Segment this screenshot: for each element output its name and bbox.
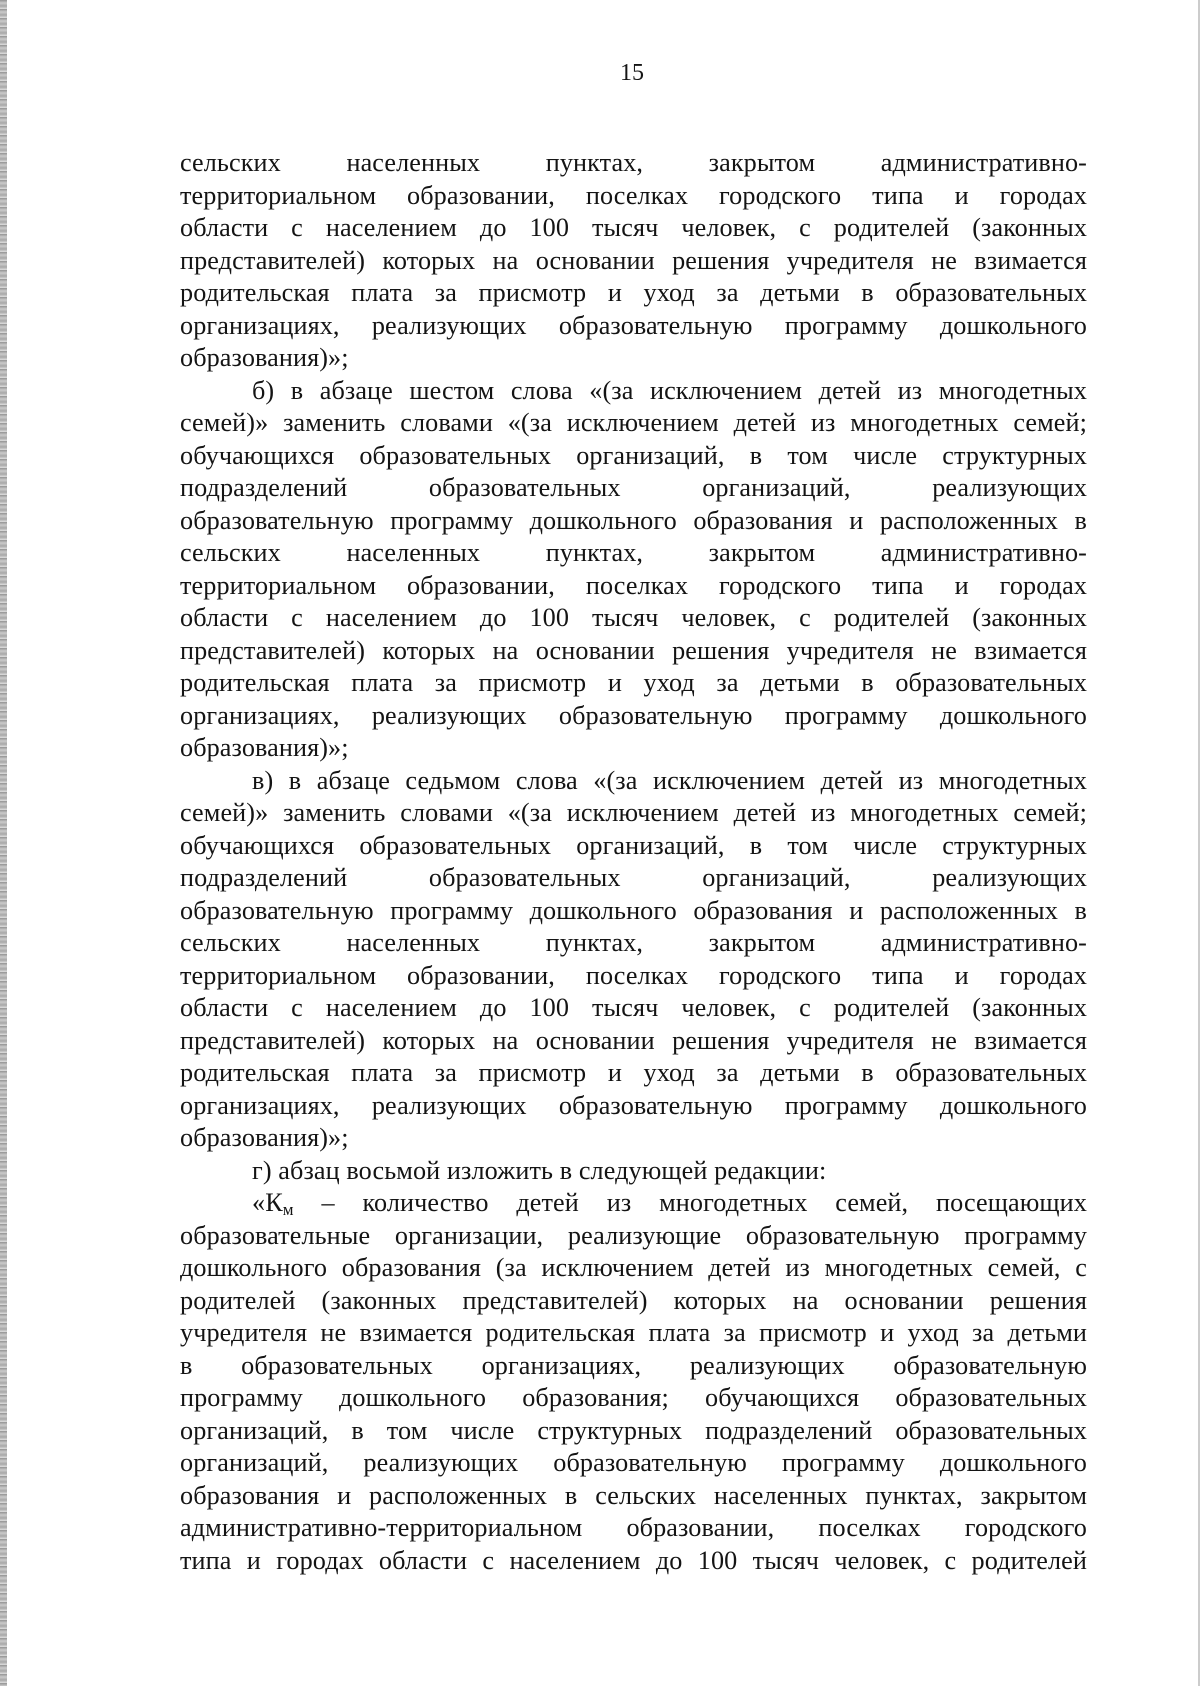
text-line: учредителя не взимается родительская плата за присмотр и уход за детьми (180, 1318, 1087, 1347)
text-line: области с населением до 100 тысяч человек, с родителей (законных (180, 603, 1087, 632)
paragraph-v-first-line: в) в абзаце седьмом слова «(за исключением детей из многодетных (252, 765, 1087, 795)
text-line: родительская плата за присмотр и уход за детьми в образовательных (180, 1058, 1087, 1087)
document-body (180, 147, 1087, 1577)
text-line: территориальном образовании, поселках городского типа и городах (180, 960, 1087, 990)
text-line: в образовательных организациях, реализующих образовательную (180, 1350, 1087, 1380)
text-line: обучающихся образовательных организаций, в том числе структурных (180, 830, 1087, 860)
text-line: представителей) которых на основании решения учредителя не взимается (180, 1025, 1087, 1055)
paragraph-b-first-line: б) в абзаце шестом слова «(за исключением детей из многодетных (252, 375, 1087, 405)
text-line: подразделений образовательных организаций, реализующих (180, 863, 1087, 892)
text-line: сельских населенных пунктах, закрытом административно- (180, 148, 1087, 177)
text-line: территориальном образовании, поселках городского типа и городах (180, 180, 1087, 210)
km-definition-text: – количество детей из многодетных семей, посещающих (293, 1188, 1087, 1217)
text-line: организациях, реализующих образовательную программу дошкольного (180, 700, 1087, 730)
text-line: области с населением до 100 тысяч человек, с родителей (законных (180, 993, 1087, 1022)
km-subscript: м (282, 1200, 294, 1219)
paragraph-g-heading: г) абзац восьмой изложить в следующей редакции: (252, 1155, 827, 1185)
text-line: образовательные организации, реализующие образовательную программу (180, 1220, 1087, 1250)
text-line: родительская плата за присмотр и уход за детьми в образовательных (180, 668, 1087, 697)
text-line: образовательную программу дошкольного образования и расположенных в (180, 895, 1087, 925)
text-line: организациях, реализующих образовательную программу дошкольного (180, 1090, 1087, 1120)
text-line: территориальном образовании, поселках городского типа и городах (180, 570, 1087, 600)
paragraph-end-line: образования)»; (180, 343, 349, 372)
km-symbol: «К (252, 1188, 283, 1217)
text-line: сельских населенных пунктах, закрытом административно- (180, 928, 1087, 957)
text-line: организаций, реализующих образовательную программу дошкольного (180, 1448, 1087, 1477)
text-line: типа и городах области с населением до 100 тысяч человек, с родителей (180, 1545, 1087, 1575)
text-line: родительская плата за присмотр и уход за детьми в образовательных (180, 278, 1087, 307)
text-line: образования и расположенных в сельских населенных пунктах, закрытом (180, 1480, 1087, 1510)
text-line: организациях, реализующих образовательную программу дошкольного (180, 310, 1087, 340)
text-line: семей)» заменить словами «(за исключением детей из многодетных семей; (180, 408, 1087, 437)
text-line: области с населением до 100 тысяч человек, с родителей (законных (180, 213, 1087, 242)
text-line: программу дошкольного образования; обучающихся образовательных (180, 1383, 1087, 1412)
text-line: представителей) которых на основании решения учредителя не взимается (180, 245, 1087, 275)
text-line: родителей (законных представителей) которых на основании решения (180, 1285, 1087, 1315)
scan-edge-left (0, 0, 7, 1686)
text-line: сельских населенных пунктах, закрытом административно- (180, 538, 1087, 567)
text-line: дошкольного образования (за исключением детей из многодетных семей, с (180, 1253, 1087, 1282)
text-line: представителей) которых на основании решения учредителя не взимается (180, 635, 1087, 665)
text-line: семей)» заменить словами «(за исключением детей из многодетных семей; (180, 798, 1087, 827)
page-number: 15 (620, 60, 644, 86)
text-line: административно-территориальном образовании, поселках городского (180, 1513, 1087, 1542)
text-line: организаций, в том числе структурных подразделений образовательных (180, 1415, 1087, 1445)
paragraph-end-line: образования)»; (180, 1123, 349, 1152)
km-definition-first-line (180, 1187, 1087, 1220)
text-line: образовательную программу дошкольного образования и расположенных в (180, 505, 1087, 535)
text-line: подразделений образовательных организаций, реализующих (180, 473, 1087, 502)
paragraph-end-line: образования)»; (180, 733, 349, 762)
text-line: обучающихся образовательных организаций, в том числе структурных (180, 440, 1087, 470)
